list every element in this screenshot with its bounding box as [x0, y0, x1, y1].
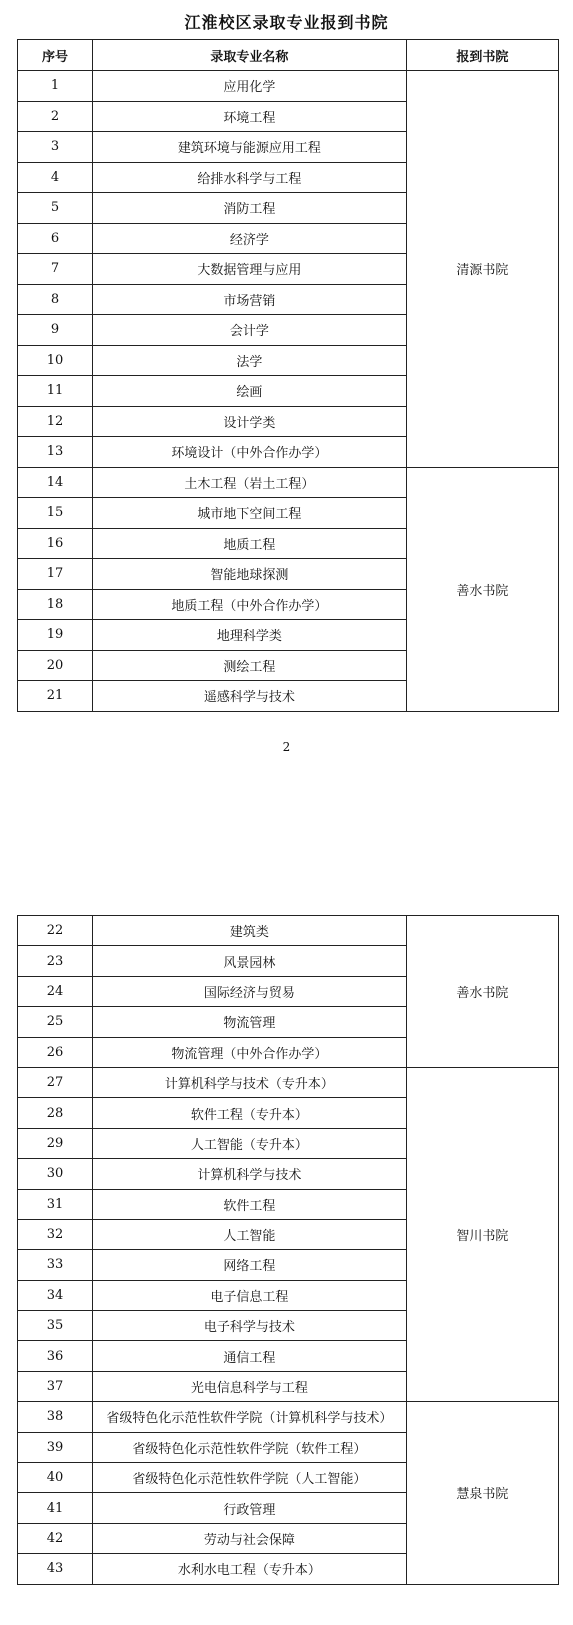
- college-cell: 善水书院: [406, 467, 558, 711]
- serial-number-cell: 23: [18, 946, 93, 976]
- college-cell: 善水书院: [406, 916, 558, 1068]
- table-row: [18, 71, 559, 102]
- serial-number-cell: 9: [18, 315, 93, 346]
- major-name-cell: 环境设计（中外合作办学）: [93, 437, 407, 468]
- major-name-cell: 计算机科学与技术: [93, 1159, 407, 1189]
- serial-number-cell: 8: [18, 284, 93, 315]
- header-college: 报到书院: [406, 40, 558, 71]
- table-header-row: [18, 40, 559, 71]
- major-name-cell: 物流管理: [93, 1007, 407, 1037]
- serial-number-cell: 11: [18, 376, 93, 407]
- table-row: [18, 916, 559, 946]
- table-row: [18, 467, 559, 498]
- major-name-cell: 大数据管理与应用: [93, 254, 407, 285]
- major-name-cell: 软件工程: [93, 1189, 407, 1219]
- major-name-cell: 建筑环境与能源应用工程: [93, 132, 407, 163]
- major-name-cell: 省级特色化示范性软件学院（人工智能）: [93, 1463, 407, 1493]
- major-name-cell: 水利水电工程（专升本）: [93, 1554, 407, 1584]
- page-number: 2: [282, 740, 291, 754]
- serial-number-cell: 19: [18, 620, 93, 651]
- serial-number-cell: 43: [18, 1554, 93, 1584]
- enrollment-table-part-2: [17, 915, 559, 1585]
- major-name-cell: 软件工程（专升本）: [93, 1098, 407, 1128]
- major-name-cell: 市场营销: [93, 284, 407, 315]
- major-name-cell: 给排水科学与工程: [93, 162, 407, 193]
- header-major-name: 录取专业名称: [93, 40, 407, 71]
- page-title: 江淮校区录取专业报到书院: [184, 13, 389, 32]
- serial-number-cell: 18: [18, 589, 93, 620]
- serial-number-cell: 25: [18, 1007, 93, 1037]
- serial-number-cell: 34: [18, 1280, 93, 1310]
- major-name-cell: 国际经济与贸易: [93, 976, 407, 1006]
- enrollment-table-part-1: [17, 39, 559, 712]
- serial-number-cell: 36: [18, 1341, 93, 1371]
- serial-number-cell: 3: [18, 132, 93, 163]
- serial-number-cell: 33: [18, 1250, 93, 1280]
- serial-number-cell: 17: [18, 559, 93, 590]
- serial-number-cell: 42: [18, 1523, 93, 1553]
- serial-number-cell: 20: [18, 650, 93, 681]
- serial-number-cell: 6: [18, 223, 93, 254]
- serial-number-cell: 39: [18, 1432, 93, 1462]
- major-name-cell: 电子科学与技术: [93, 1311, 407, 1341]
- serial-number-cell: 15: [18, 498, 93, 529]
- major-name-cell: 绘画: [93, 376, 407, 407]
- serial-number-cell: 13: [18, 437, 93, 468]
- major-name-cell: 地质工程（中外合作办学）: [93, 589, 407, 620]
- college-cell: 慧泉书院: [406, 1402, 558, 1584]
- major-name-cell: 智能地球探测: [93, 559, 407, 590]
- major-name-cell: 城市地下空间工程: [93, 498, 407, 529]
- major-name-cell: 省级特色化示范性软件学院（计算机科学与技术）: [93, 1402, 407, 1432]
- serial-number-cell: 24: [18, 976, 93, 1006]
- major-name-cell: 建筑类: [93, 916, 407, 946]
- serial-number-cell: 1: [18, 71, 93, 102]
- major-name-cell: 法学: [93, 345, 407, 376]
- major-name-cell: 行政管理: [93, 1493, 407, 1523]
- serial-number-cell: 40: [18, 1463, 93, 1493]
- serial-number-cell: 16: [18, 528, 93, 559]
- major-name-cell: 计算机科学与技术（专升本）: [93, 1067, 407, 1097]
- major-name-cell: 经济学: [93, 223, 407, 254]
- table-row: [18, 1067, 559, 1097]
- major-name-cell: 土木工程（岩土工程）: [93, 467, 407, 498]
- major-name-cell: 测绘工程: [93, 650, 407, 681]
- major-name-cell: 风景园林: [93, 946, 407, 976]
- serial-number-cell: 2: [18, 101, 93, 132]
- header-serial-number: 序号: [18, 40, 93, 71]
- serial-number-cell: 37: [18, 1371, 93, 1401]
- serial-number-cell: 41: [18, 1493, 93, 1523]
- serial-number-cell: 28: [18, 1098, 93, 1128]
- major-name-cell: 物流管理（中外合作办学）: [93, 1037, 407, 1067]
- major-name-cell: 人工智能（专升本）: [93, 1128, 407, 1158]
- major-name-cell: 省级特色化示范性软件学院（软件工程）: [93, 1432, 407, 1462]
- serial-number-cell: 7: [18, 254, 93, 285]
- serial-number-cell: 4: [18, 162, 93, 193]
- serial-number-cell: 21: [18, 681, 93, 712]
- major-name-cell: 光电信息科学与工程: [93, 1371, 407, 1401]
- serial-number-cell: 31: [18, 1189, 93, 1219]
- serial-number-cell: 14: [18, 467, 93, 498]
- major-name-cell: 地理科学类: [93, 620, 407, 651]
- major-name-cell: 通信工程: [93, 1341, 407, 1371]
- serial-number-cell: 32: [18, 1219, 93, 1249]
- serial-number-cell: 26: [18, 1037, 93, 1067]
- serial-number-cell: 22: [18, 916, 93, 946]
- serial-number-cell: 30: [18, 1159, 93, 1189]
- college-cell: 清源书院: [406, 71, 558, 468]
- serial-number-cell: 10: [18, 345, 93, 376]
- college-cell: 智川书院: [406, 1067, 558, 1401]
- major-name-cell: 遥感科学与技术: [93, 681, 407, 712]
- serial-number-cell: 29: [18, 1128, 93, 1158]
- major-name-cell: 设计学类: [93, 406, 407, 437]
- serial-number-cell: 27: [18, 1067, 93, 1097]
- serial-number-cell: 35: [18, 1311, 93, 1341]
- major-name-cell: 人工智能: [93, 1219, 407, 1249]
- major-name-cell: 地质工程: [93, 528, 407, 559]
- serial-number-cell: 12: [18, 406, 93, 437]
- serial-number-cell: 5: [18, 193, 93, 224]
- major-name-cell: 劳动与社会保障: [93, 1523, 407, 1553]
- major-name-cell: 网络工程: [93, 1250, 407, 1280]
- table-row: [18, 1402, 559, 1432]
- major-name-cell: 应用化学: [93, 71, 407, 102]
- major-name-cell: 电子信息工程: [93, 1280, 407, 1310]
- major-name-cell: 会计学: [93, 315, 407, 346]
- major-name-cell: 环境工程: [93, 101, 407, 132]
- major-name-cell: 消防工程: [93, 193, 407, 224]
- serial-number-cell: 38: [18, 1402, 93, 1432]
